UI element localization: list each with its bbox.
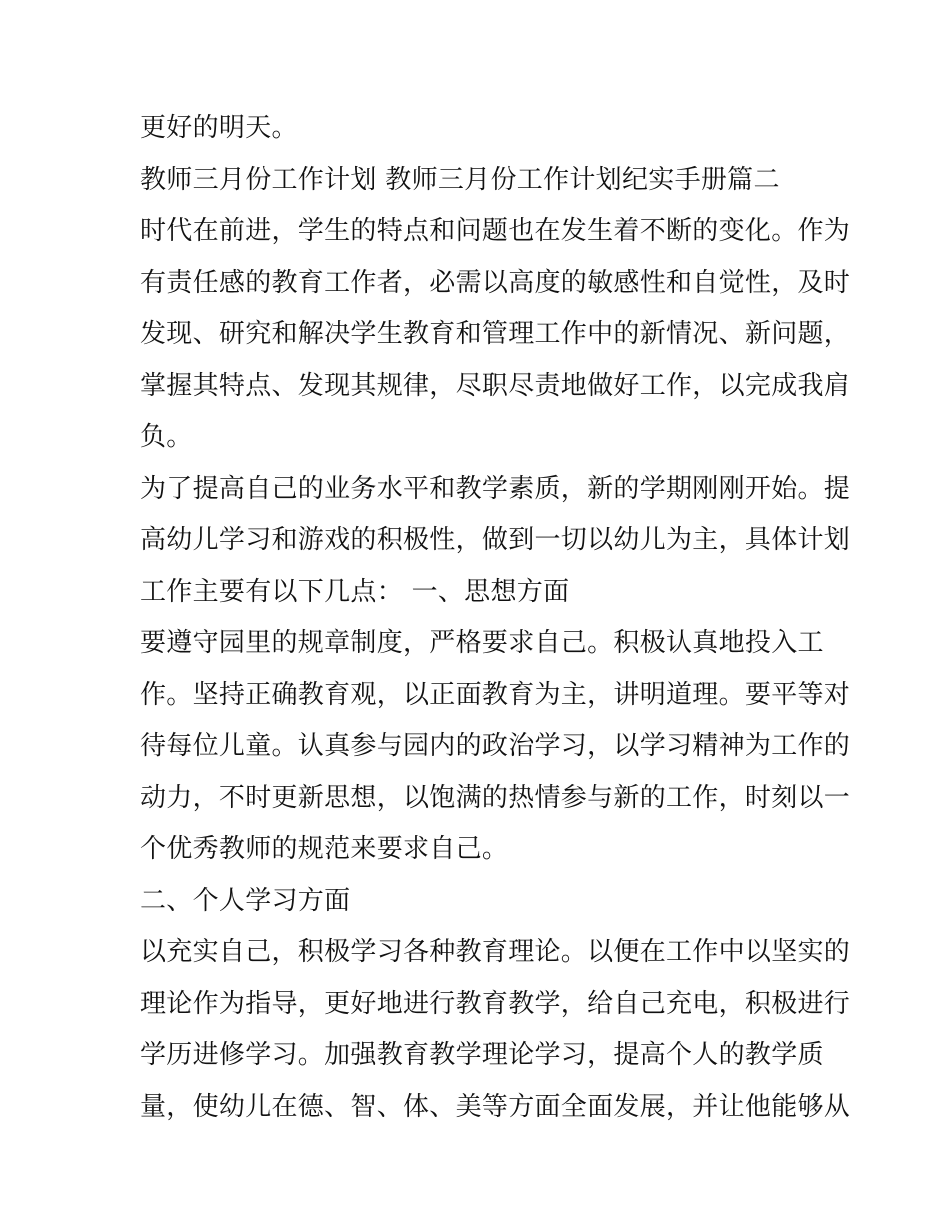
text-line: 动力，不时更新思想，以饱满的热情参与新的工作，时刻以一 [140, 783, 851, 813]
section-heading: 教师三月份工作计划 教师三月份工作计划纪实手册篇二 [140, 165, 780, 195]
text-line: 学历进修学习。加强教育教学理论学习，提高个人的教学质 [140, 1040, 824, 1070]
text-line: 量，使幼儿在德、智、体、美等方面全面发展，并让他能够从 [140, 1092, 851, 1122]
text-line: 高幼儿学习和游戏的积极性，做到一切以幼儿为主，具体计划 [140, 525, 851, 555]
text-line: 为了提高自己的业务水平和教学素质，新的学期刚刚开始。提 [140, 474, 851, 504]
text-line: 个优秀教师的规范来要求自己。 [140, 834, 509, 864]
text-line: 负。 [140, 422, 193, 452]
text-line: 时代在前进，学生的特点和问题也在发生着不断的变化。作为 [140, 216, 851, 246]
text-line: 作。坚持正确教育观，以正面教育为主，讲明道理。要平等对 [140, 680, 851, 710]
text-line: 有责任感的教育工作者，必需以高度的敏感性和自觉性，及时 [140, 268, 851, 298]
text-line: 以充实自己，积极学习各种教育理论。以便在工作中以坚实的 [140, 937, 851, 967]
text-line: 要遵守园里的规章制度，严格要求自己。积极认真地投入工 [140, 628, 824, 658]
text-line: 更好的明天。 [140, 113, 298, 143]
text-line: 待每位儿童。认真参与园内的政治学习，以学习精神为工作的 [140, 731, 851, 761]
text-line: 理论作为指导，更好地进行教育教学，给自己充电，积极进行 [140, 989, 851, 1019]
text-line: 掌握其特点、发现其规律，尽职尽责地做好工作，以完成我肩 [140, 371, 851, 401]
section-heading: 二、个人学习方面 [140, 886, 351, 916]
text-line: 发现、研究和解决学生教育和管理工作中的新情况、新问题， [140, 319, 851, 349]
text-line: 工作主要有以下几点： 一、思想方面 [140, 577, 570, 607]
